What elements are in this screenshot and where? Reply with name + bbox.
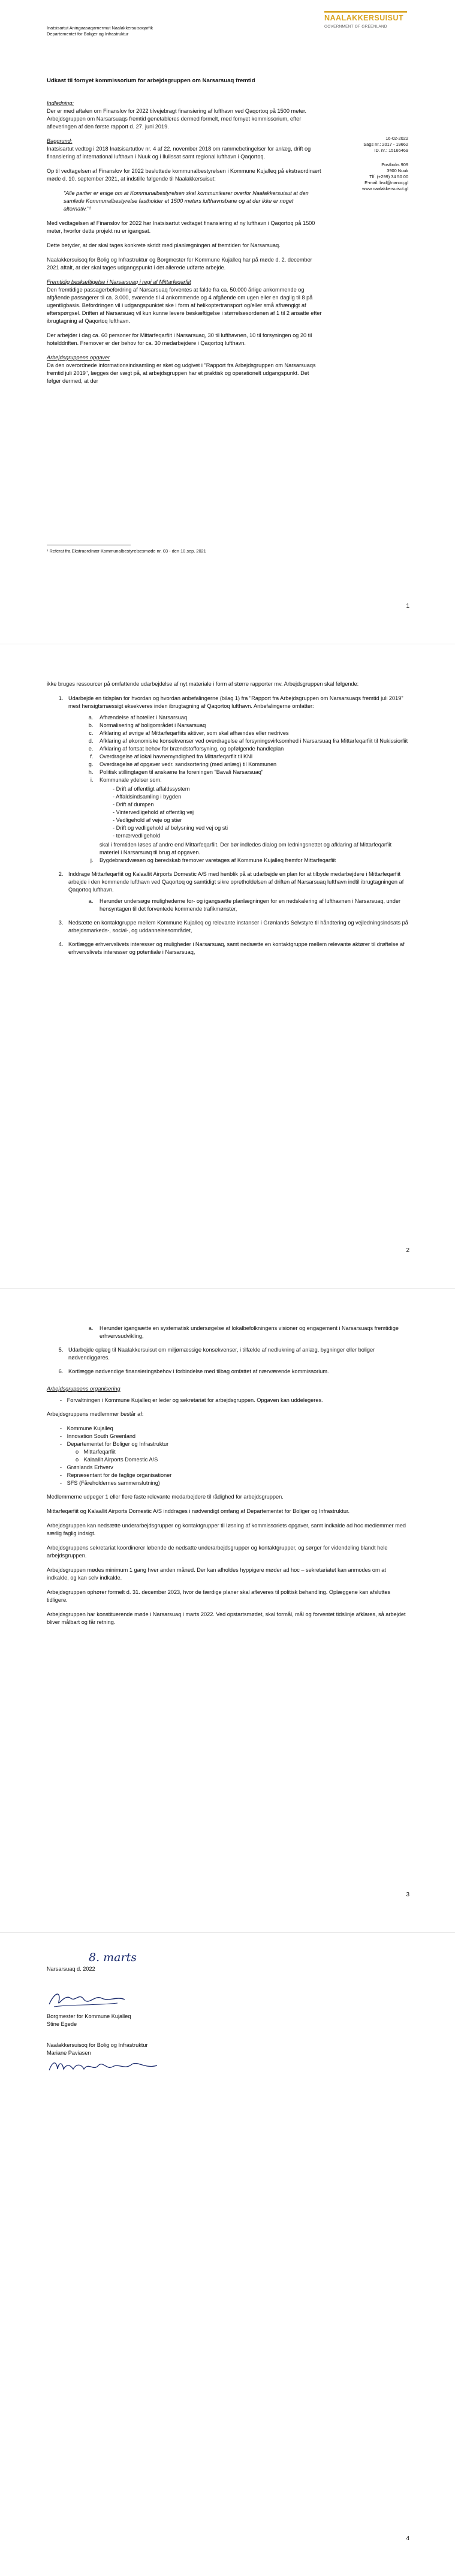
- paragraph: Op til vedtagelsen af Finanslov for 2022 besluttede kommunalbestyrelsen i Kommune Kujalleq på ekstraordinært møde d. 10. september 2021, at indstille følgende til Naalakkersuisut:: [47, 168, 321, 182]
- list-item: a. Herunder igangsætte en systematisk undersøgelse af lokalbefolkningens visioner og engagement i Narsarsuaqs fremtidige erhvervsudvikling,: [95, 1325, 408, 1340]
- contact-block: [362, 162, 408, 192]
- page-number: 3: [406, 1892, 409, 1898]
- meta-case-number: Sags nr.: 2017 - 19662: [363, 142, 408, 147]
- list-item: 5. Udarbejde oplæg til Naalakkersuisut om miljømæssige konsekvenser, i tilfælde af nedlukning af anlæg, bygninger eller boliger nødvendiggøres.: [65, 1346, 408, 1362]
- signature-section: [47, 1933, 408, 2077]
- list-item: - Forvaltningen i Kommune Kujalleq er leder og sekretariat for arbejdsgruppen. Opgaven kan uddelegeres.: [60, 1397, 408, 1404]
- contact-city: 3900 Nuuk: [387, 168, 408, 173]
- minister-signature-block: [47, 2041, 408, 2077]
- document-title: Udkast til fornyet kommissorium for arbejdsgruppen om Narsarsuaq fremtid: [47, 77, 255, 84]
- sub-list: [68, 1325, 408, 1340]
- place-and-date: Narsarsuaq d. 2022: [47, 1966, 95, 1972]
- list-item: [65, 870, 408, 913]
- contact-postbox: Postboks 909: [381, 162, 408, 167]
- list-item: f. Overdragelse af lokal havnemyndighed fra Mittarfeqarfiit til KNI: [95, 753, 408, 761]
- section-heading-indledning: Indledning:: [47, 100, 74, 106]
- list-item-text: skal i fremtiden løses af andre end Mittarfeqarfiit. Der bør indledes dialog om ledningsnettet og afklaring af Mittarfeqarfiit materiel i Narsarsuaq til brug af opgaven.: [100, 842, 392, 855]
- minister-title: Naalakkersuisoq for Bolig og Infrastruktur: [47, 2042, 148, 2048]
- section-heading-organisering: Arbejdsgruppens organisering: [47, 1386, 120, 1392]
- section-heading-fremtidig: Fremtidig beskæftigelse i Narsarsuaq i regi af Mittarfeqarfiit: [47, 279, 191, 285]
- document-page-1: [0, 0, 455, 644]
- handwritten-date: 8. marts: [89, 1951, 137, 1964]
- page-2-body: [47, 644, 408, 956]
- list-item: c. Afklaring af øvrige af Mittarfeqarfiits aktiver, som skal afhændes eller nedrives: [95, 729, 408, 737]
- paragraph: Arbejdsgruppen mødes minimum 1 gang hver anden måned. Der kan afholdes hyppigere møder ad hoc – sekretariatet kan anmodes om at indkalde, og kan selv indkalde.: [47, 1567, 386, 1581]
- list-item: d. Afklaring af økonomiske konsekvenser ved overdragelse af forsyningsvirksomhed i Narsarsuaq fra Mittarfeqarfiit til Nukissiorfiit: [95, 737, 408, 745]
- list-item: - Grønlands Erhverv: [60, 1464, 408, 1472]
- sub-list: [68, 897, 408, 913]
- paragraph: ikke bruges ressourcer på omfattende udarbejdelse af nyt materiale i form af større rapporter mv. Arbejdsgruppen skal følgende:: [47, 681, 359, 687]
- list-item: - Affaldsindsamling i bygden: [113, 793, 408, 801]
- sender-line-danish: Departementet for Boliger og Infrastruktur: [47, 31, 129, 37]
- minister-signature-icon: [47, 2057, 161, 2075]
- recommendation-list: [68, 714, 408, 864]
- list-item: h. Politisk stillingtagen til anskæne fra foreningen "Bavali Narsarsuaq": [95, 768, 408, 776]
- meta-date: 16-02-2022: [385, 136, 408, 141]
- meta-id-number: ID. nr.: 15166469: [374, 148, 408, 153]
- list-item: j. Bygdebrandvæsen og beredskab fremover varetages af Kommune Kujalleq fremfor Mittarfeqarfiit: [95, 857, 408, 864]
- list-item: - Innovation South Greenland: [60, 1433, 408, 1440]
- list-item: b. Normalisering af boligområdet i Narsarsuaq: [95, 722, 408, 729]
- paragraph: Arbejdsgruppen kan nedsætte underarbejdsgrupper og kontaktgrupper til løsning af kommissoriets opgaver, samt indkalde ad hoc medlemmer med særlig faglig indsigt.: [47, 1523, 406, 1536]
- document-page-2: [0, 644, 455, 1288]
- mayor-signature-icon: [47, 1989, 137, 2010]
- list-item-text: Udarbejde en tidsplan for hvordan og hvordan anbefalingerne (bilag 1) fra "Rapport fra Arbejdsgruppen om Narsarsuaqs fremtid juli 2019" mest hensigtsmæssigt eksekveres inden ibrugtagning af Qaqortoq lufthavn. Anbefalingerne omfatter:: [68, 695, 403, 709]
- paragraph: Medlemmerne udpeger 1 eller flere faste relevante medarbejdere til rådighed for arbejdsgruppen.: [47, 1494, 284, 1500]
- paragraph: Inatsisartut vedtog i 2018 Inatsisartutlov nr. 4 af 22. november 2018 om rammebetingelser for anlæg, drift og finansiering af international lufthavn i Nuuk og i Ilulissat samt regional lufthavn i Qaqortoq.: [47, 146, 311, 160]
- members-list: [47, 1425, 408, 1487]
- task-list: [47, 695, 408, 956]
- page-3-body: [47, 1289, 408, 1626]
- paragraph: Arbejdsgruppens medlemmer består af:: [47, 1411, 144, 1417]
- contact-website: www.naalakkersuisut.gl: [362, 186, 408, 191]
- list-item: - Vintervedligehold af offentlig vej: [113, 809, 408, 816]
- list-item: - Kommune Kujalleq: [60, 1425, 408, 1433]
- contact-email: E-mail: bsd@nanoq.gl: [364, 180, 408, 185]
- paragraph: Med vedtagelsen af Finanslov for 2022 har Inatsisartut vedtaget finansiering af ny lufthavn i Qaqortoq på 1500 meter, hvorfor dette projekt nu er igangsat.: [47, 220, 315, 234]
- mayor-signature-block: [47, 1989, 408, 2028]
- list-item: - Vedligehold af veje og stier: [113, 816, 408, 824]
- page-1-body: [47, 100, 323, 392]
- list-item: - Drift af dumpen: [113, 801, 408, 809]
- sender-line-greenlandic: Inatsisartut Aningaasaqarnermut Naalakkersuisoqarfik: [47, 25, 153, 31]
- block-quote: "Alle partier er enige om at Kommunalbestyrelsen skal kommunikerer overfor Naalakkersuisut at den samlede Kommunalbestyrelse fastholder et 1500 meters lufthavnsbane og at der ikke er noget alternativ."¹: [64, 190, 309, 212]
- task-list-end: [47, 1346, 408, 1376]
- list-item: [65, 1325, 408, 1340]
- section-heading-baggrund: Baggrund:: [47, 138, 73, 144]
- minister-name: Mariane Paviasen: [47, 2050, 91, 2056]
- list-item: 3. Nedsætte en kontaktgruppe mellem Kommune Kujalleq og relevante instanser i Grønlands Selvstyre til håndtering og vejledningsindsats på arbejdsmarkeds-, social-, og uddannelsesområdet,: [65, 919, 408, 935]
- paragraph: Naalakkersuisoq for Bolig og Infrastruktur og Borgmester for Kommune Kujalleq har på møde d. 2. december 2021 aftalt, at der skal tages udgangspunkt i det allerede udførte arbejde.: [47, 257, 312, 271]
- members-sub-list: [60, 1448, 408, 1464]
- section-heading-opgaver: Arbejdsgruppens opgaver: [47, 355, 110, 361]
- document-page-4: [0, 1933, 455, 2576]
- logo-subtitle: GOVERNMENT OF GREENLAND: [324, 25, 387, 29]
- list-item: o Mittarfeqarfiit: [76, 1448, 408, 1456]
- list-item: [95, 776, 408, 857]
- paragraph: Arbejdsgruppen har konstituerende møde i Narsarsuaq i marts 2022. Ved opstartsmødet, skal formål, mål og forventet tidslinje afklares, så arbejdet bliver målbart og får retning.: [47, 1611, 406, 1625]
- mayor-title: Borgmester for Kommune Kujalleq: [47, 2013, 131, 2019]
- list-item: a. Afhændelse af hotellet i Narsarsuaq: [95, 714, 408, 722]
- page-number: 1: [406, 603, 409, 610]
- document-page-3: [0, 1289, 455, 1932]
- paragraph: Der arbejder i dag ca. 60 personer for Mittarfeqarfiit i Narsarsuaq, 30 til lufthavnen, 10 til forsyningen og 20 til hotelddriften. Fremover er der behov for ca. 30 medarbejdere i Qaqortoq lufthavn.: [47, 332, 312, 346]
- paragraph: Den fremtidige passagerbefordring af Narsarsuaq forventes at falde fra ca. 50.000 årlige ankommende og afgående passagerer til ca. 3.000, svarende til 4 ankommende og 4 afgående om ugen eller en daglig til 8 på ugentligbasis. Befordringen vil i udgangspunktet ske i form af helikoptertransport og/eller små afhængigt af efterspørgsel. Driften af Narsarsuaq vil kun kunne levere beskæftigelse i størrelsesordenen af 1 til 2 ansatte efter ibrugtagning af Qaqortoq lufthavn.: [47, 287, 322, 324]
- logo-name: NAALAKKERSUISUT: [324, 14, 403, 22]
- list-item: - Drift af offentligt affaldssystem: [113, 785, 408, 793]
- list-item: - Repræsentant for de faglige organisationer: [60, 1472, 408, 1479]
- page-number: 4: [406, 2535, 409, 2542]
- list-item-text: Kommunale ydelser som:: [100, 777, 162, 783]
- list-item: - ternærvedligehold: [113, 832, 408, 840]
- government-logo: [324, 11, 408, 31]
- case-metadata: [363, 136, 408, 154]
- sender-department: [47, 25, 153, 37]
- footnote: ¹ Referat fra Ekstraordinær Kommunalbestyrelsesmøde nr. 03 - den 10.sep. 2021: [47, 548, 206, 554]
- list-item: 4. Kortlægge erhvervslivets interesser og muligheder i Narsarsuaq, samt nedsætte en kontaktgruppe mellem relevante aktører til drøftelse af erhvervslivets interesser og potentiale i Narsarsuaq,: [65, 941, 408, 956]
- list-item: [60, 1440, 408, 1464]
- logo-bar-icon: [324, 11, 407, 13]
- paragraph: Da den overordnede informationsindsamling er sket og udgivet i "Rapport fra Arbejdsgruppen om Narsarsuaqs fremtid juli 2019", lægges der vægt på, at arbejdsgruppen har et praktisk og operationelt udgangspunkt. Det følger dermed, at der: [47, 362, 316, 384]
- mayor-name: Stine Egede: [47, 2021, 77, 2027]
- paragraph: Mittarfeqarfiit og Kalaallit Airports Domestic A/S inddrages i nødvendigt omfang af Departementet for Boliger og Infrastruktur.: [47, 1508, 350, 1514]
- paragraph: Der er med aftalen om Finanslov for 2022 tilvejebragt finansiering af lufthavn ved Qaqortoq på 1500 meter. Arbejdsgruppen om Narsarsuaqs fremtid genetableres dermed formelt, med fornyet kommissorium, efter afleveringen af den første rapport d. 27. juni 2019.: [47, 108, 307, 130]
- task-list-continued: [47, 1325, 408, 1340]
- municipal-services-list: [100, 785, 408, 840]
- list-item: g. Overdragelse af opgaver vedr. sandsortering (med anlæg) til Kommunen: [95, 761, 408, 768]
- list-item: o Kalaallit Airports Domestic A/S: [76, 1456, 408, 1464]
- contact-phone: Tlf. (+299) 34 50 00: [369, 174, 408, 179]
- list-item-text: Departementet for Boliger og Infrastruktur: [67, 1441, 169, 1447]
- page-number: 2: [406, 1247, 409, 1254]
- list-item: - SFS (Fåreholdernes sammenslutning): [60, 1479, 408, 1487]
- list-item: e. Afklaring af fortsat behov for brændstofforsyning, og opfølgende handleplan: [95, 745, 408, 753]
- list-item: [65, 695, 408, 864]
- list-item-text: Inddrage Mittarfeqarfiit og Kalaallit Airports Domestic A/S med henblik på at udarbejde en plan for at tilbyde medarbejdere i Mittarfeqarfiit arbejde i den kommende lufthavn ved Qaqortoq og samtidigt sikre opretholdelsen af driften af Narsarsuaq lufthavn indtil ibrugtagningen af Qaqortoq lufthavn.: [68, 871, 404, 893]
- paragraph: Arbejdsgruppen ophører formelt d. 31. december 2023, hvor de færdige planer skal afleveres til politisk behandling. Oplæggene kan afsluttes tidligere.: [47, 1589, 391, 1603]
- list-item: a. Herunder undersøge mulighederne for- og igangsætte planlægningen for en nedskalering af lufthavnen i Narsarsuaq, under hensyntagen til det forventede kommende trafikmønster,: [95, 897, 408, 913]
- organisation-list: [47, 1397, 408, 1404]
- list-item: 6. Kortlægge nødvendige finansieringsbehov i forbindelse med tilbag omfattet af nærværende kommissorium.: [65, 1368, 408, 1376]
- list-item: - Drift og vedligehold af belysning ved vej og sti: [113, 824, 408, 832]
- paragraph: Dette betyder, at der skal tages konkrete skridt med planlægningen af fremtiden for Narsarsuaq.: [47, 242, 281, 248]
- paragraph: Arbejdsgruppens sekretariat koordinerer løbende de nedsatte underarbejdsgrupper og kontaktgrupper, og sørger for videndeling blandt hele arbejdsgruppen.: [47, 1545, 388, 1559]
